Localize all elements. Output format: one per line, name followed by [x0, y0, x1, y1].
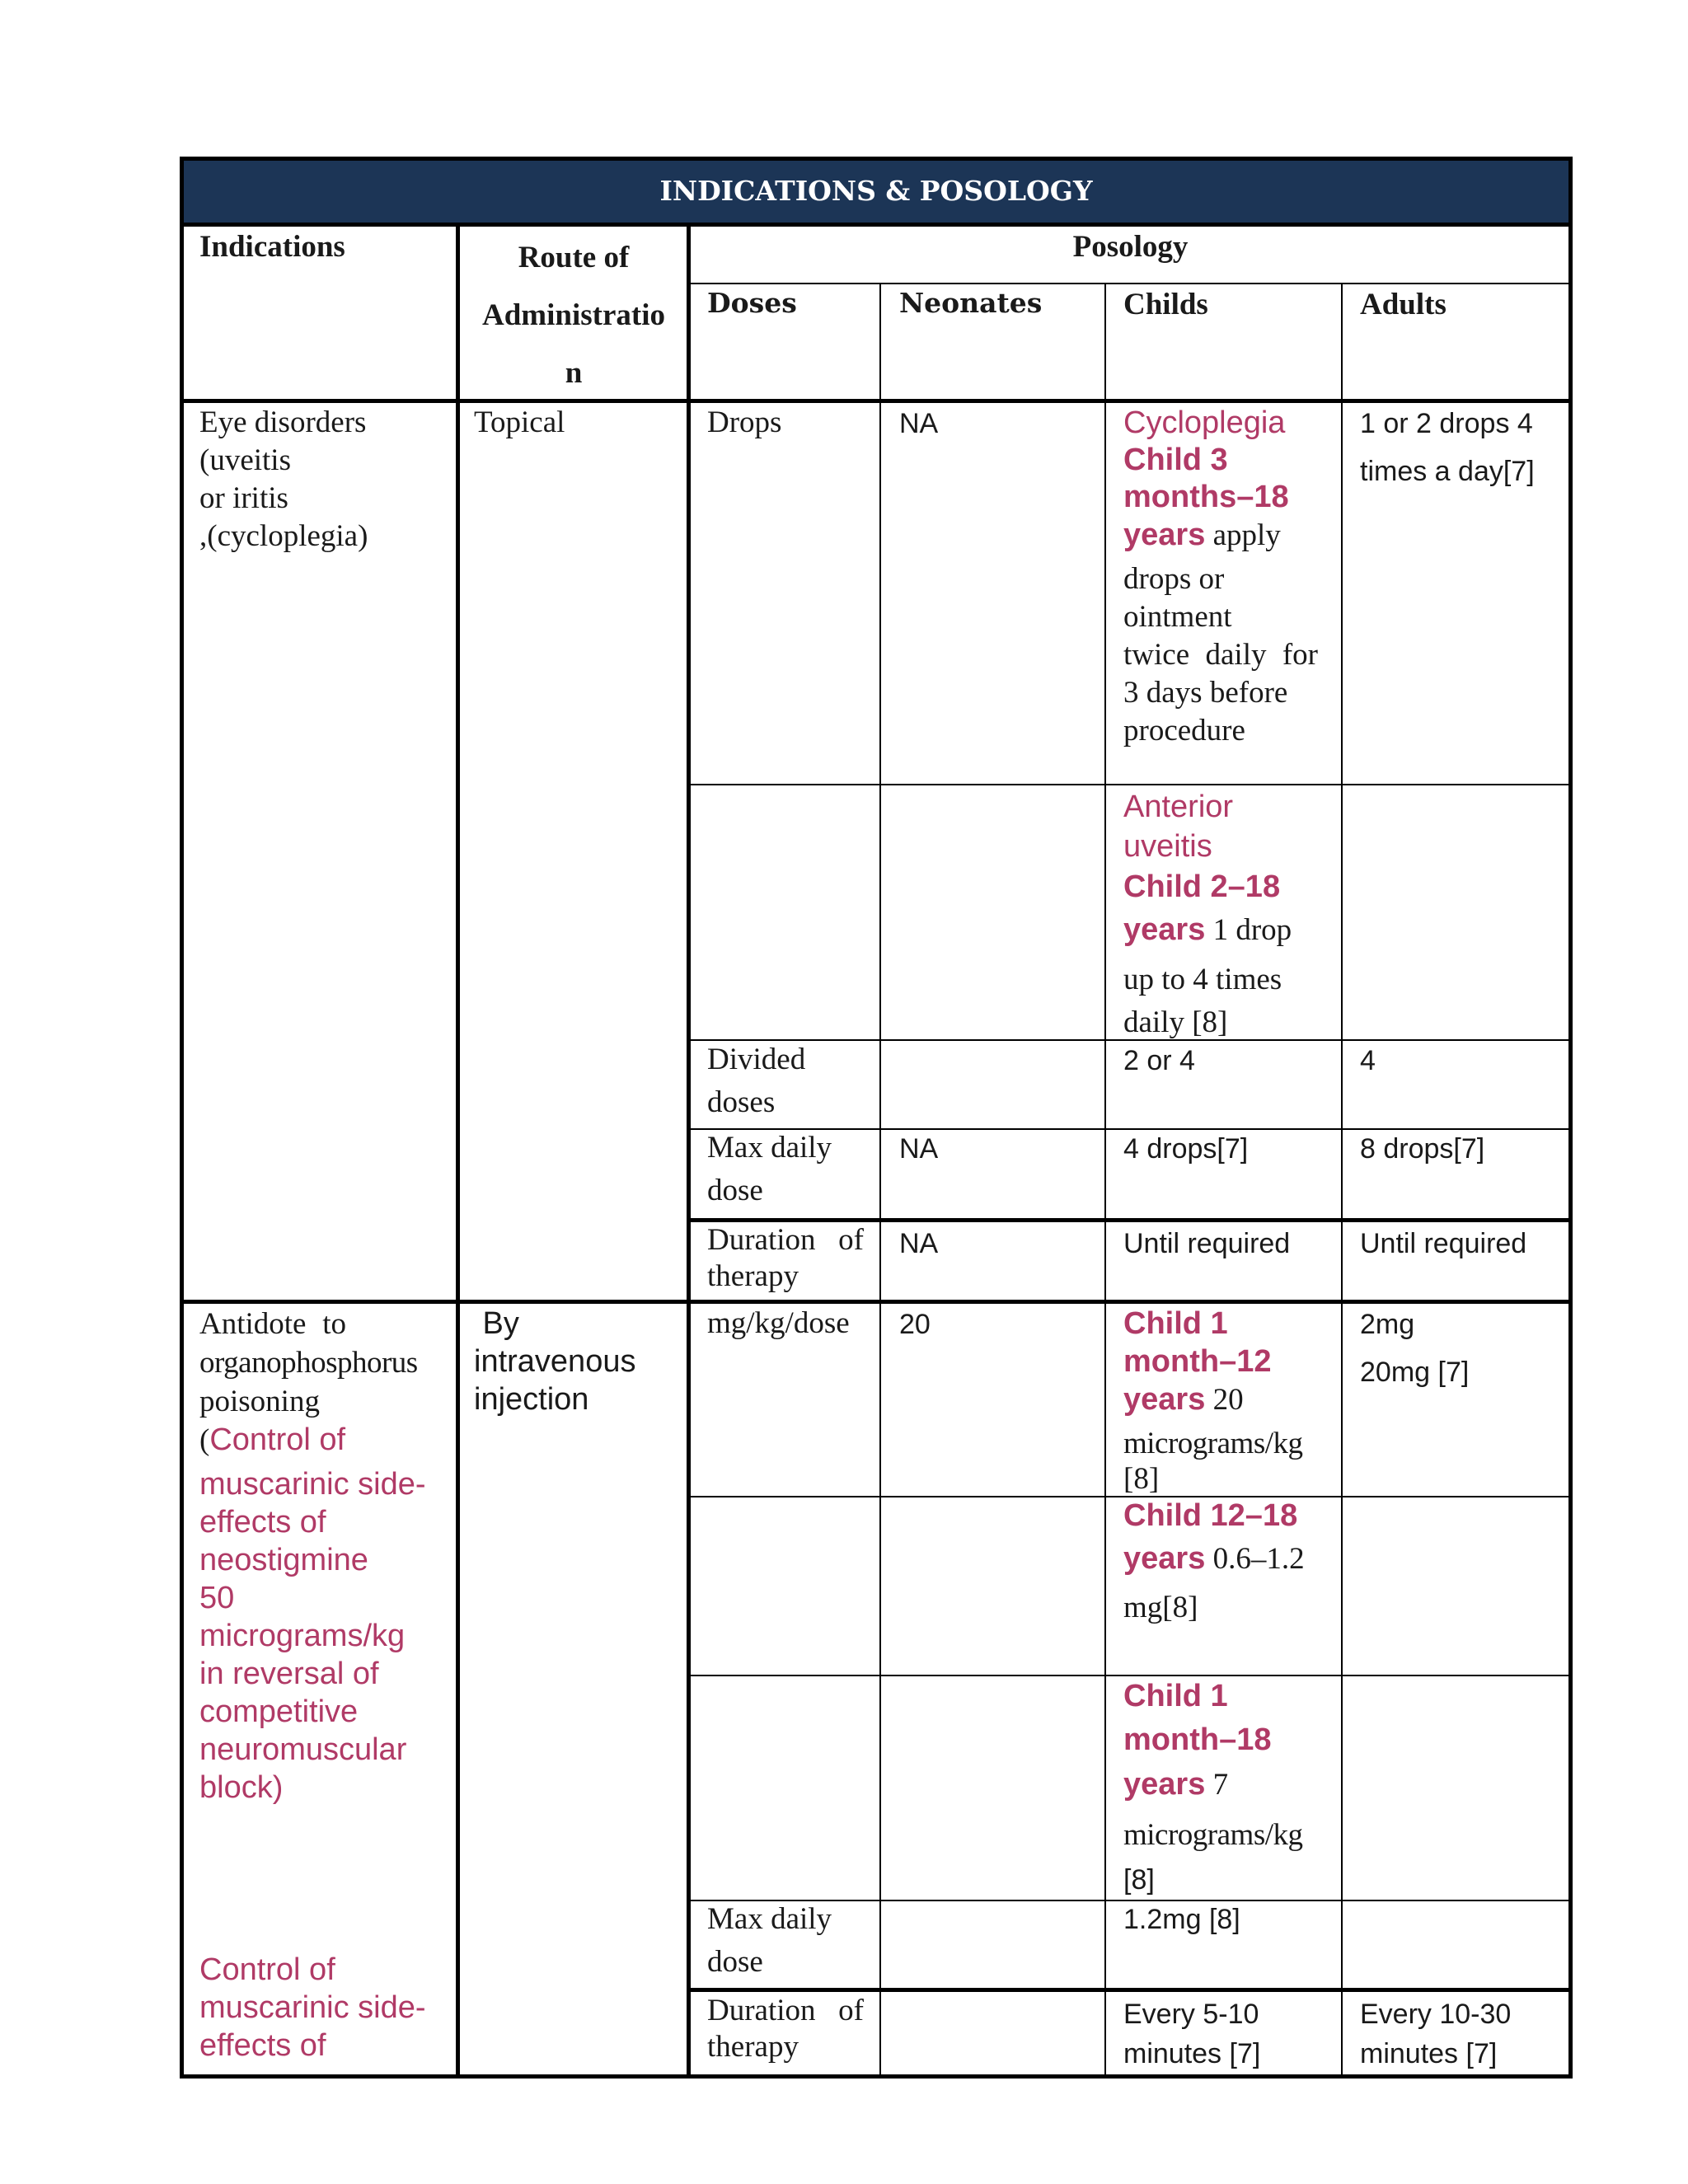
eye-uveitis-childs: Anterior uveitis Child 2–18 years 1 drop up to 4 times daily [8]: [1123, 790, 1292, 1039]
antidote-duration-dose: Duration of therapy: [707, 1994, 864, 2064]
col-rule-adults: [1341, 283, 1343, 2079]
eye-drops-adults: 1 or 2 drops 4 times a day[7]: [1360, 408, 1535, 487]
header-adults: Adults: [1360, 288, 1447, 321]
eye-indication: Eye disorders (uveitis or iritis ,(cycloplegia): [199, 405, 368, 553]
antidote-route: By intravenous injection: [474, 1306, 636, 1417]
header-neonates: Neonates: [899, 287, 1043, 319]
eye-divided-childs: 2 or 4: [1123, 1045, 1195, 1076]
col-rule-neonates: [879, 283, 881, 2079]
eye-route: Topical: [474, 405, 565, 439]
rule-under-title: [180, 223, 1573, 227]
eye-drops-neonates: NA: [899, 408, 939, 439]
antidote-mgkg-dose: mg/kg/dose: [707, 1306, 850, 1340]
eye-divided-dose: Divided doses: [707, 1043, 806, 1119]
eye-max-neonates: NA: [899, 1133, 939, 1165]
rule-antidote-duration: [690, 1988, 1573, 1992]
eye-max-dose: Max daily dose: [707, 1131, 832, 1207]
antidote-duration-childs: Every 5-10 minutes [7]: [1123, 1999, 1261, 2069]
border-left: [180, 157, 184, 2079]
rule-eye-uveitis: [690, 784, 1573, 785]
header-childs: Childs: [1123, 288, 1208, 321]
eye-duration-childs: Until required: [1123, 1228, 1291, 1259]
header-doses: Doses: [707, 287, 797, 319]
col-rule-route: [456, 223, 460, 2079]
border-bottom: [180, 2074, 1573, 2079]
antidote-mgkg-childs: Child 1 month–12 years 20 micrograms/kg [8]: [1123, 1306, 1303, 1496]
header-indications: Indications: [199, 230, 345, 264]
eye-divided-adults: 4: [1360, 1045, 1376, 1076]
antidote-indication-2: Control of muscarinic side- effects of: [199, 1952, 426, 2063]
eye-max-adults: 8 drops[7]: [1360, 1133, 1485, 1165]
header-posology: Posology: [1072, 230, 1189, 264]
rule-under-posology: [690, 283, 1573, 284]
eye-max-childs: 4 drops[7]: [1123, 1133, 1249, 1165]
antidote-duration-adults: Every 10-30 minutes [7]: [1360, 1999, 1512, 2069]
col-rule-childs: [1104, 283, 1106, 2079]
eye-duration-adults: Until required: [1360, 1228, 1527, 1259]
eye-duration-neonates: NA: [899, 1228, 939, 1259]
antidote-mgkg-neonates: 20: [899, 1309, 931, 1340]
border-right: [1568, 157, 1573, 2079]
eye-drops-childs: Cycloplegia Child 3 months–18 years apply drops or ointment twice daily for 3 days before procedure: [1123, 405, 1318, 748]
antidote-child1-18-childs: Child 1 month–18 years 7 micrograms/kg [8]: [1123, 1679, 1303, 1896]
eye-duration-dose: Duration of therapy: [707, 1223, 864, 1293]
antidote-mgkg-adults: 2mg 20mg [7]: [1360, 1309, 1470, 1388]
eye-drops-dose: Drops: [707, 405, 782, 439]
antidote-indication: Antidote to organophosphorus poisoning (Control of muscarinic side- effects of neostigmine 50 micrograms/kg in reversal of competitive neuromuscular block): [199, 1307, 426, 1805]
border-top: [180, 157, 1573, 161]
col-rule-doses: [687, 223, 691, 2079]
antidote-max-dose: Max daily dose: [707, 1902, 832, 1979]
table-title: INDICATIONS & POSOLOGY: [659, 174, 1093, 207]
antidote-max-childs: 1.2mg [8]: [1123, 1904, 1240, 1935]
antidote-child12-childs: Child 12–18 years 0.6–1.2 mg[8]: [1123, 1498, 1305, 1624]
header-route: Route of Administratio n: [482, 241, 665, 390]
